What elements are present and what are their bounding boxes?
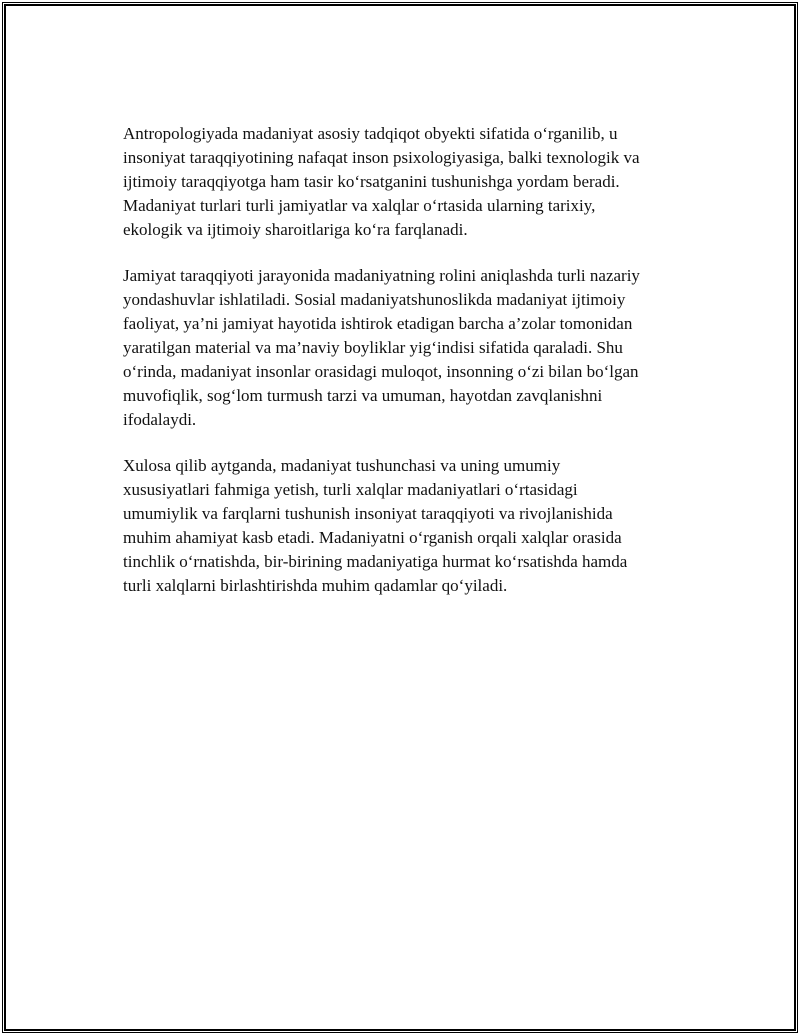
paragraph-1 bbox=[123, 122, 703, 242]
text-line: yondashuvlar ishlatiladi. Sosial madaniyatshunoslikda madaniyat ijtimoiy bbox=[123, 290, 626, 309]
text-line: tinchlik o‘rnatishda, bir-birining madaniyatiga hurmat ko‘rsatishda hamda bbox=[123, 552, 628, 571]
text-line: turli xalqlarni birlashtirishda muhim qadamlar qo‘yiladi. bbox=[123, 576, 508, 595]
text-line: ijtimoiy taraqqiyotga ham tasir ko‘rsatganini tushunishga yordam beradi. bbox=[123, 172, 620, 191]
paragraph-3 bbox=[123, 454, 703, 598]
text-line: Antropologiyada madaniyat asosiy tadqiqot obyekti sifatida o‘rganilib, u bbox=[123, 124, 618, 143]
text-line: o‘rinda, madaniyat insonlar orasidagi muloqot, insonning o‘zi bilan bo‘lgan bbox=[123, 362, 639, 381]
text-line: muhim ahamiyat kasb etadi. Madaniyatni o‘rganish orqali xalqlar orasida bbox=[123, 528, 622, 547]
paragraph-2 bbox=[123, 264, 703, 432]
page-border bbox=[2, 2, 798, 1033]
text-line: Madaniyat turlari turli jamiyatlar va xalqlar o‘rtasida ularning tarixiy, bbox=[123, 196, 596, 215]
text-line: yaratilgan material va ma’naviy boyliklar yig‘indisi sifatida qaraladi. Shu bbox=[123, 338, 623, 357]
text-line: muvofiqlik, sog‘lom turmush tarzi va umuman, hayotdan zavqlanishni bbox=[123, 386, 603, 405]
text-line: faoliyat, ya’ni jamiyat hayotida ishtirok etadigan barcha a’zolar tomonidan bbox=[123, 314, 633, 333]
document-body bbox=[123, 122, 703, 620]
text-line: ifodalaydi. bbox=[123, 410, 197, 429]
text-line: umumiylik va farqlarni tushunish insoniyat taraqqiyoti va rivojlanishida bbox=[123, 504, 613, 523]
text-line: insoniyat taraqqiyotining nafaqat inson psixologiyasiga, balki texnologik va bbox=[123, 148, 640, 167]
text-line: Jamiyat taraqqiyoti jarayonida madaniyatning rolini aniqlashda turli nazariy bbox=[123, 266, 640, 285]
text-line: Xulosa qilib aytganda, madaniyat tushunchasi va uning umumiy bbox=[123, 456, 561, 475]
text-line: ekologik va ijtimoiy sharoitlariga ko‘ra farqlanadi. bbox=[123, 220, 468, 239]
text-line: xususiyatlari fahmiga yetish, turli xalqlar madaniyatlari o‘rtasidagi bbox=[123, 480, 578, 499]
